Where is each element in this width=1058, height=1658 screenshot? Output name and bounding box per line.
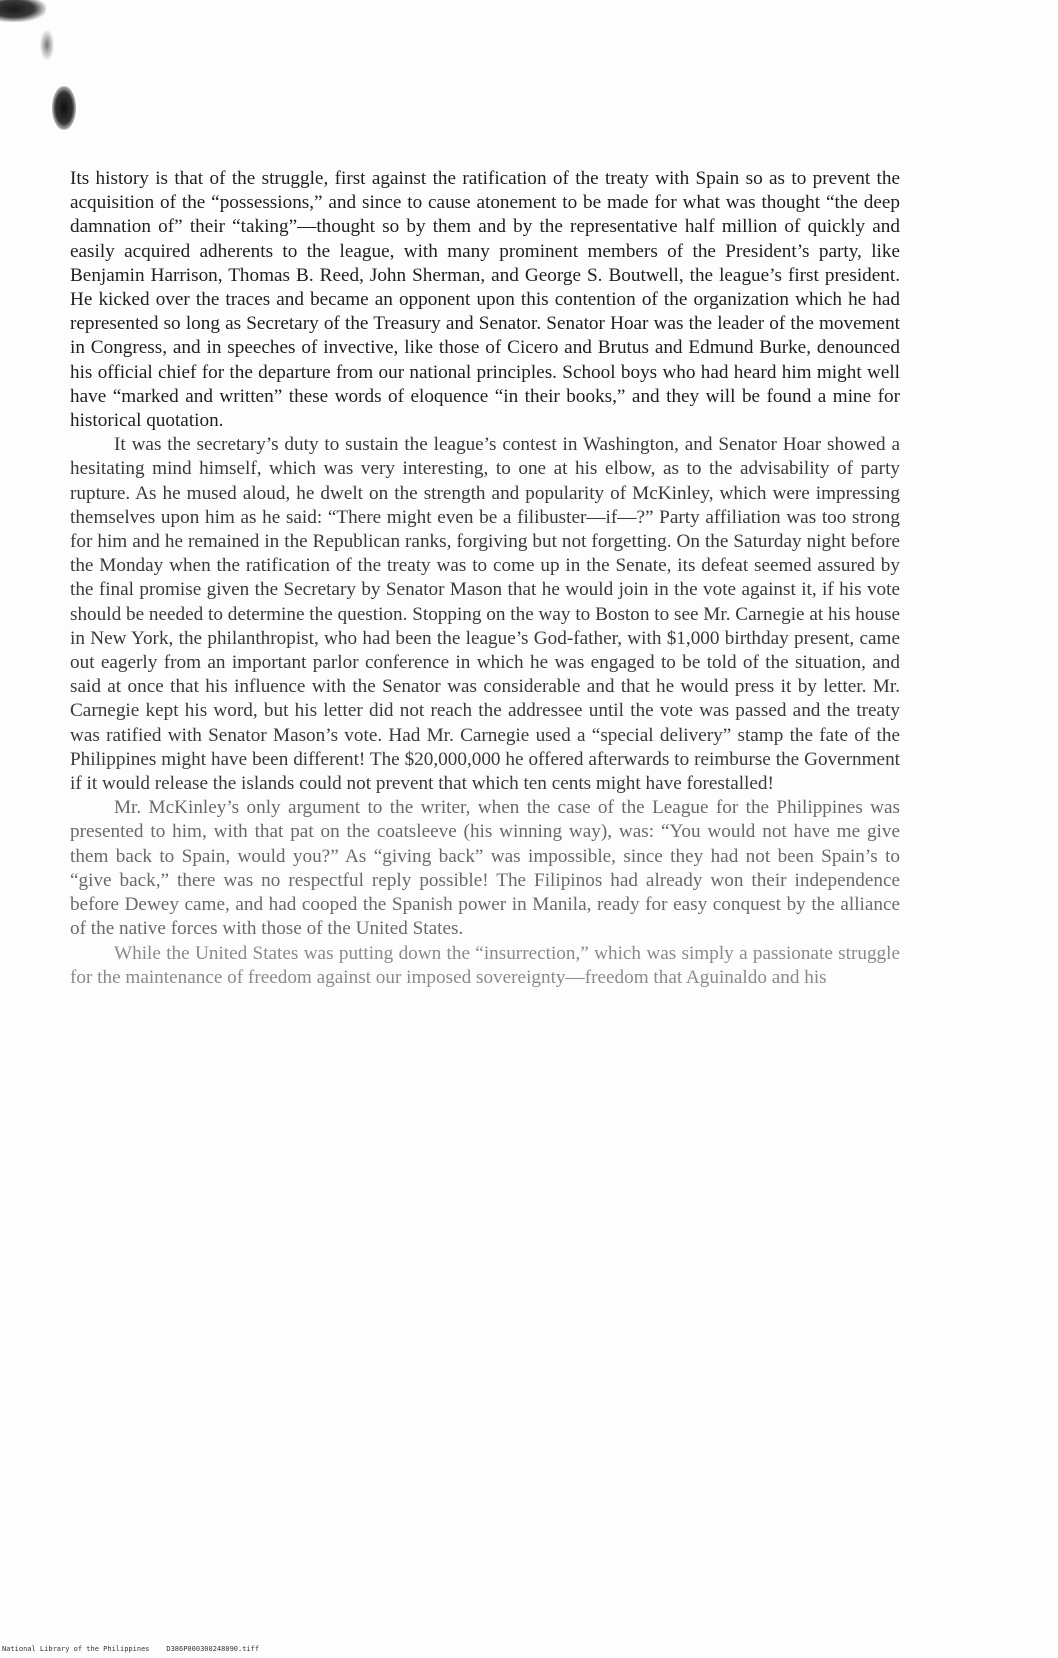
paragraph: While the United States was putting down the “insurrection,” which was simply a passionate struggle for the maintenance of freedom against our imposed sovereignty—freedom that Aguinaldo and his [70,942,900,988]
paragraph: Mr. McKinley’s only argument to the writer, when the case of the League for the Philippines was presented to him, with that pat on the coatsleeve (his winning way), was: “You would not have me give them back to Spain, would you?” As “giving back” was impossible, since they had not been Spain’s to “give back,” there was no respectful reply possible! The Filipinos had already won their independence before Dewey came, and had cooped the Spanish power in Manila, ready for easy conquest by the alliance of the native forces with those of the United States. [70,797,900,940]
paragraph: Its history is that of the struggle, first against the ratification of the treaty with Spain so as to prevent the acquisition of the “possessions,” and since to cause atonement to be made for what was thought “the deep damnation of” their “taking”—thought so by them and by the representative half million of quickly and easily acquired adherents to the league, with many prominent members of the President’s party, like Benjamin Harrison, Thomas B. Reed, John Sherman, and George S. Boutwell, the league’s first president. He kicked over the traces and became an opponent upon this contention of the organization which he had represented so long as Secretary of the Treasury and Senator. Senator Hoar was the leader of the movement in Congress, and in speeches of invective, like those of Cicero and Brutus and Edmund Burke, denounced his official chief for the departure from our national principles. School boys who had heard him might well have “marked and written” these words of eloquence “in their books,” and they will be found a mine for historical quotation. [70,168,900,432]
paragraph: It was the secretary’s duty to sustain the league’s contest in Washington, and Senator Hoar showed a hesitating mind himself, which was very interesting, to one at his elbow, as to the advisability of party rupture. As he mused aloud, he dwelt on the strength and popularity of McKinley, which were impressing themselves upon him as he said: “There might even be a filibuster—if—?” Party affiliation was too strong for him and he remained in the Republican ranks, forgiving but not forgetting. On the Saturday night before the Monday when the ratification of the treaty was to come up in the Senate, its defeat seemed assured by the final promise given the Secretary by Senator Mason that he would join in the vote against it, if his vote should be needed to determine the question. Stopping on the way to Boston to see Mr. Carnegie at his house in New York, the philanthropist, who had been the league’s God-father, with $1,000 birthday present, came out eagerly from an important parlor conference in which he was engaged to be told of the situation, and said at once that his influence with the Senator was considerable and that he would press it by letter. Mr. Carnegie kept his word, but his letter did not reach the addressee until the vote was passed and the treaty was ratified with Senator Mason’s vote. Had Mr. Carnegie used a “special delivery” stamp the fate of the Philippines might have been different! The $20,000,000 he offered afterwards to reimburse the Government if it would release the islands could not prevent that which ten cents might have forestalled! [70,434,900,795]
scan-ink-blot [52,86,76,130]
scan-ink-speck [40,30,54,60]
scan-footer-label: National Library of the Philippines D386P000300248090.tiff [2,1645,260,1653]
document-body [70,167,900,990]
scan-ink-blot [0,0,46,22]
